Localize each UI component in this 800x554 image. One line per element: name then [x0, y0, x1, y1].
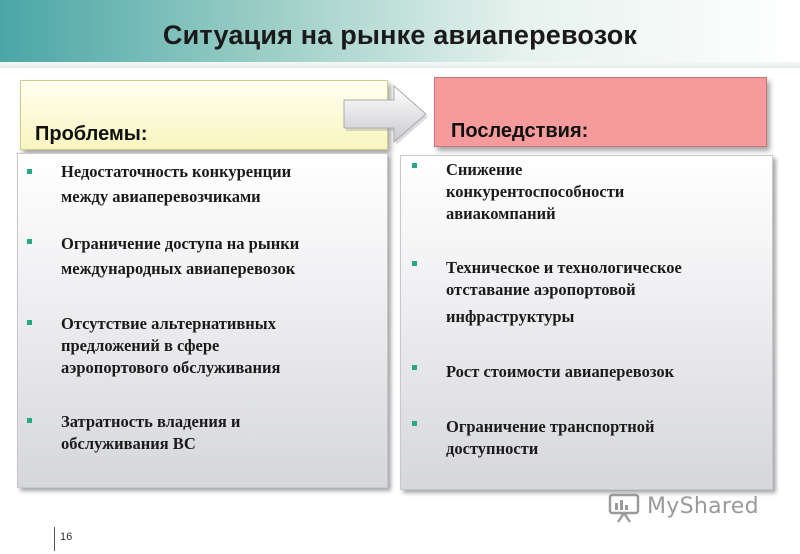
- list-item-line: отставание аэропортовой: [446, 280, 636, 299]
- list-item: [61, 161, 291, 208]
- presentation-board-icon: [607, 491, 641, 525]
- list-item-line: Техническое и технологическое: [446, 258, 682, 277]
- list-item-line: инфраструктуры: [446, 307, 575, 326]
- list-item: [446, 257, 682, 328]
- consequences-header-label: Последствия:: [451, 120, 589, 142]
- myshared-logo[interactable]: [607, 491, 767, 527]
- list-item: [446, 361, 674, 383]
- list-item: [61, 233, 299, 280]
- slide-title: Ситуация на рынке авиаперевозок: [162, 20, 638, 50]
- square-bullet-icon: [412, 261, 417, 266]
- problems-header-label: Проблемы:: [35, 123, 148, 145]
- square-bullet-icon: [27, 169, 32, 174]
- square-bullet-icon: [412, 421, 417, 426]
- list-item-line: Снижение: [446, 160, 523, 179]
- square-bullet-icon: [412, 365, 417, 370]
- list-item: [446, 416, 655, 460]
- problems-header: [20, 80, 388, 150]
- list-item-line: международных авиаперевозок: [61, 259, 296, 278]
- list-item-line: Рост стоимости авиаперевозок: [446, 362, 675, 381]
- list-item-line: Ограничение транспортной: [446, 417, 655, 436]
- right-arrow-icon: [340, 82, 430, 146]
- page-number: 16: [60, 531, 73, 543]
- list-item-line: предложений в сфере: [61, 336, 220, 355]
- list-item-line: конкурентоспособности: [446, 182, 625, 201]
- list-item-line: обслуживания ВС: [61, 434, 196, 453]
- footer-divider: [54, 527, 55, 551]
- square-bullet-icon: [412, 163, 417, 168]
- consequences-header: [434, 77, 767, 147]
- list-item-line: Ограничение доступа на рынки: [61, 234, 300, 253]
- square-bullet-icon: [27, 239, 32, 244]
- list-item-line: Недостаточность конкуренции: [61, 162, 292, 181]
- list-item-line: авиакомпаний: [446, 204, 556, 223]
- list-item: [446, 159, 624, 225]
- list-item-line: Затратность владения и: [61, 412, 241, 431]
- list-item-line: аэропортового обслуживания: [61, 358, 281, 377]
- list-item: [61, 313, 280, 379]
- square-bullet-icon: [27, 418, 32, 423]
- list-item-line: Отсутствие альтернативных: [61, 314, 276, 333]
- list-item: [61, 411, 240, 455]
- square-bullet-icon: [27, 320, 32, 325]
- logo-text: MyShared: [647, 494, 759, 519]
- list-item-line: доступности: [446, 439, 539, 458]
- list-item-line: между авиаперевозчиками: [61, 187, 261, 206]
